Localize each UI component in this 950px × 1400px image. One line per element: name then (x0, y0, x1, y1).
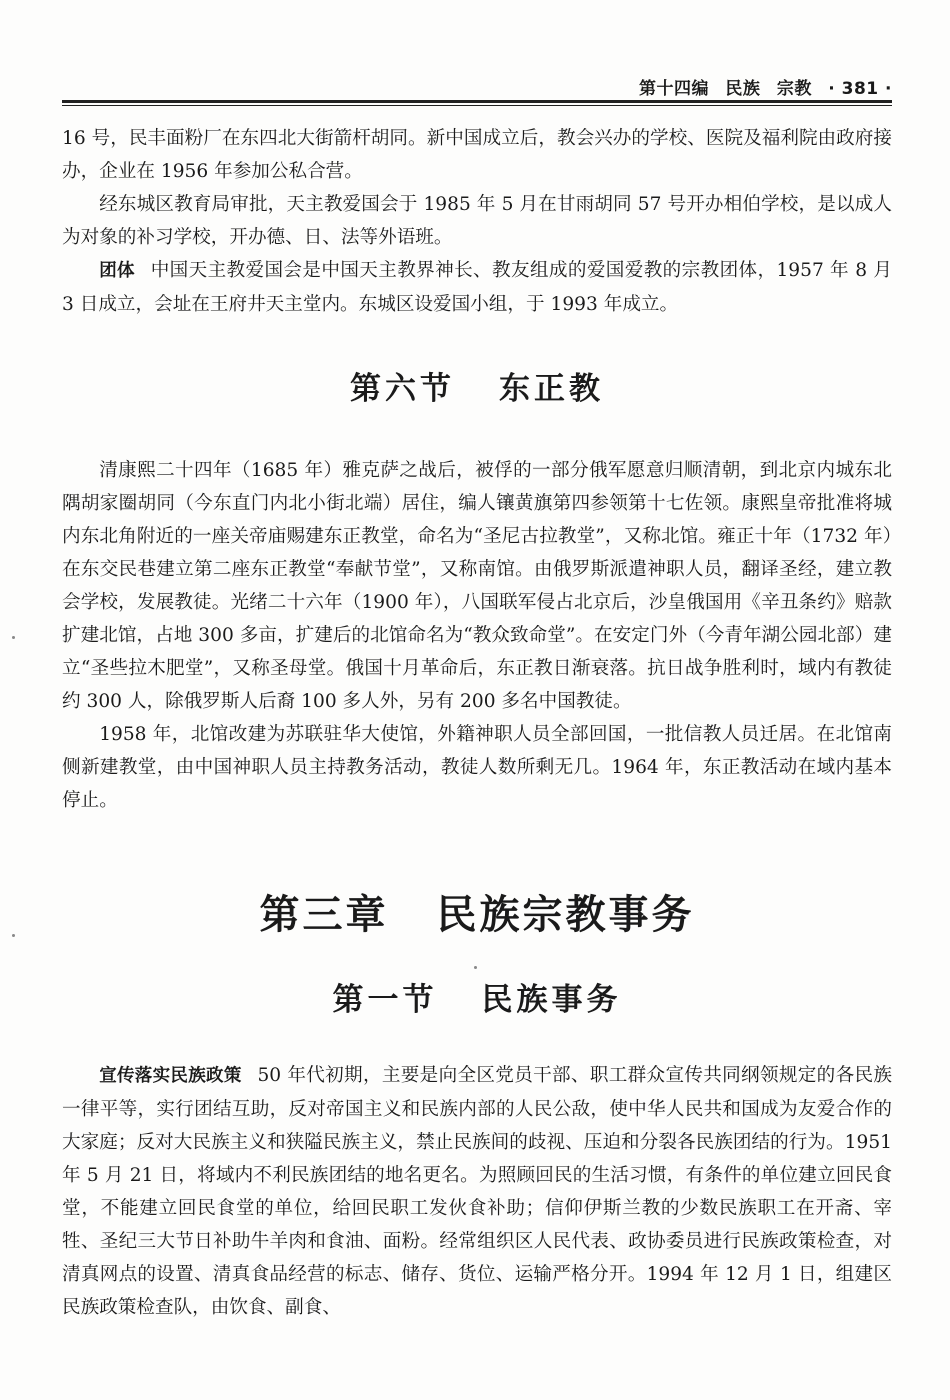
running-head-part: 第十四编 (638, 79, 709, 99)
paragraph-orthodox-history: 清康熙二十四年（1685 年）雅克萨之战后，被俘的一部分俄军愿意归顺清朝，到北京内城东北隅胡家圈胡同（今东直门内北小街北端）居住，编人镶黄旗第四参领第十七佐领。康熙皇帝批准将城内东北角附近的一座关帝庙赐建东正教堂，命名为“圣尼古拉教堂”，又称北馆。雍正十年（1732 年）在东交民巷建立第二座东正教堂“奉献节堂”，又称南馆。由俄罗斯派遣神职人员，翻译圣经，建立教会学校，发展教徒。光绪二十六年（1900 年），八国联军侵占北京后，沙皇俄国用《辛丑条约》赔款扩建北馆，占地 300 多亩，扩建后的北馆命名为“教众致命堂”。在安定门外（今青年湖公园北部）建立“圣些拉木肥堂”，又称圣母堂。俄国十月革命后，东正教日渐衰落。抗日战争胜利时，域内有教徒约 300 人，除俄罗斯人后裔 100 多人外，另有 200 多名中国教徒。 (62, 460, 892, 712)
section-heading-ethnic-affairs (62, 974, 892, 1019)
scan-speck (12, 934, 15, 937)
tuanti-text: 中国天主教爱国会是中国天主教界神长、教友组成的爱国爱教的宗教团体，1957 年 8 月 3 日成立，会址在王府井天主堂内。东城区设爱国小组，于 1993 年成立。 (62, 260, 893, 315)
section-title: 民族事务 (481, 982, 622, 1018)
page-number: · 381 · (828, 79, 892, 99)
section-number: 第一节 (332, 982, 438, 1018)
chapter-heading (62, 883, 892, 940)
header-rule-thin (62, 105, 892, 106)
section-number: 第六节 (350, 371, 455, 407)
lead-term-tuanti: 团体 (99, 261, 135, 281)
paragraph-continued: 16 号，民丰面粉厂在东四北大街箭杆胡同。新中国成立后，教会兴办的学校、医院及福利院由政府接办，企业在 1956 年参加公私合营。 (62, 128, 892, 182)
ethnic-policy-text: 50 年代初期，主要是向全区党员干部、职工群众宣传共同纲领规定的各民族一律平等，实行团结互助，反对帝国主义和民族内部的人民公敌，使中华人民共和国成为友爱合作的大家庭；反对大民族主义和狭隘民族主义，禁止民族间的歧视、压迫和分裂各民族团结的行为。1951 年 5 月 21 日，将域内不利民族团结的地名更名。为照顾回民的生活习惯，有条件的单位建立回民食堂，不能建立回民食堂的单位，给回民职工发伙食补助；信仰伊斯兰教的少数民族职工在开斋、宰牲、圣纪三大节日补助牛羊肉和食油、面粉。经常组织区人民代表、政协委员进行民族政策检查，对清真网点的设置、清真食品经营的标志、储存、货位、运输严格分开。1994 年 12 月 1 日，组建区民族政策检查队，由饮食、副食、 (62, 1065, 892, 1318)
chapter-title: 民族宗教事务 (436, 892, 695, 938)
paragraph-ethnic-policy (62, 1059, 892, 1324)
paragraph-xiangbo-school: 经东城区教育局审批，天主教爱国会于 1985 年 5 月在甘雨胡同 57 号开办相伯学校，是以成人为对象的补习学校，开办德、日、法等外语班。 (62, 194, 892, 248)
chapter-number: 第三章 (259, 892, 389, 938)
lead-term-ethnic-policy: 宣传落实民族政策 (99, 1066, 242, 1086)
paragraph-tuanti (62, 254, 892, 321)
paragraph-orthodox-1958: 1958 年，北馆改建为苏联驻华大使馆，外籍神职人员全部回国，一批信教人员迁居。在北馆南侧新建教堂，由中国神职人员主持教务活动，教徒人数所剩无几。1964 年，东正教活动在域内基本停止。 (62, 724, 892, 811)
running-head-title-a: 民族 (725, 79, 761, 99)
header-rule-thick (62, 100, 892, 103)
running-head-title-b: 宗教 (776, 79, 812, 99)
scan-speck (474, 966, 477, 969)
scan-speck (12, 636, 15, 639)
section-title: 东正教 (499, 371, 604, 407)
section-heading-orthodox (62, 363, 892, 408)
page-body (62, 122, 892, 1324)
